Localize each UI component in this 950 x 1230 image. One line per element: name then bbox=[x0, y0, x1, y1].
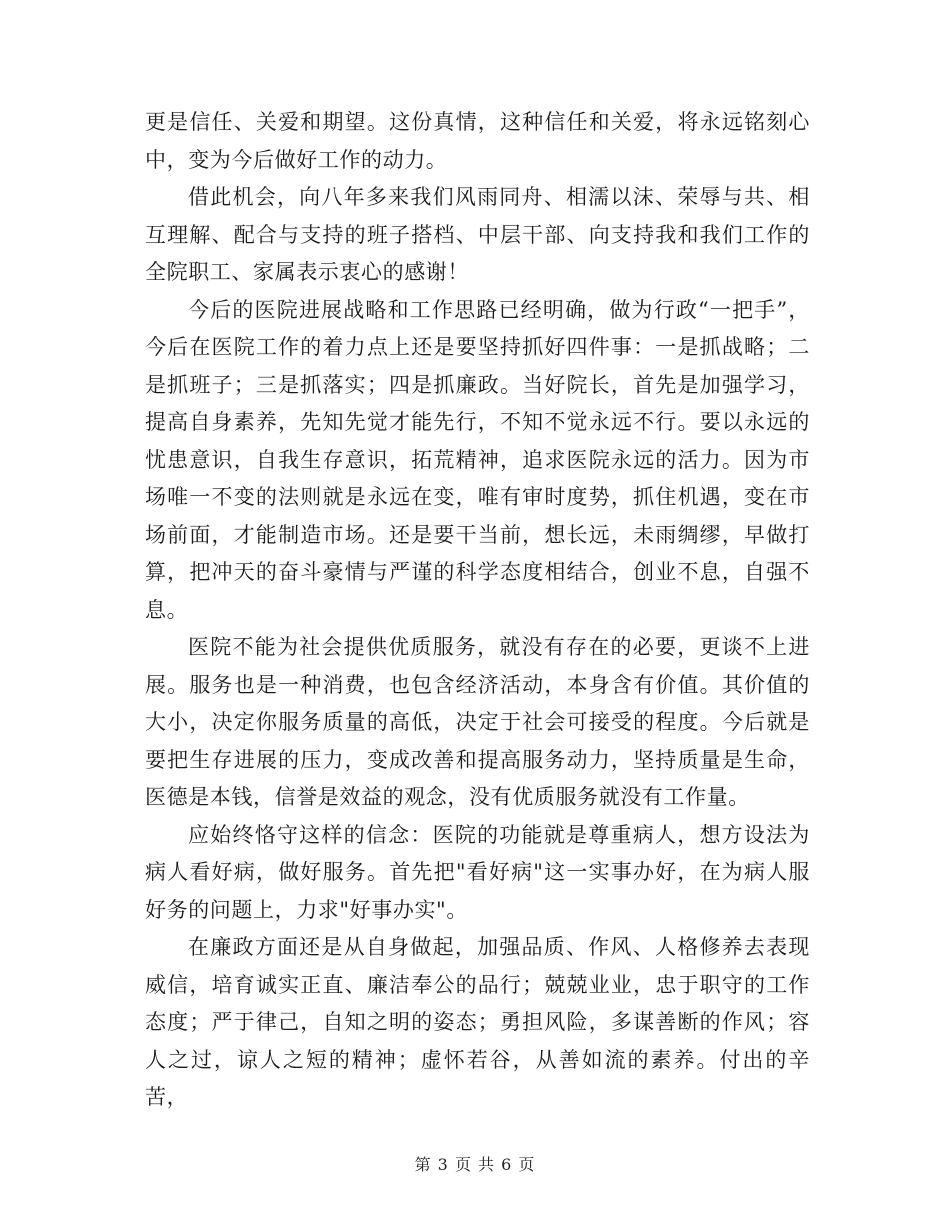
paragraph: 借此机会，向八年多来我们风雨同舟、相濡以沫、荣辱与共、相互理解、配合与支持的班子搭档、中层干部、向支持我和我们工作的全院职工、家属表示衷心的感谢！ bbox=[145, 185, 810, 284]
document-body bbox=[145, 104, 810, 1117]
paragraph: 应始终恪守这样的信念：医院的功能就是尊重病人，想方设法为病人看好病，做好服务。首先把"看好病"这一实事办好，在为病人服好务的问题上，力求"好事办实"。 bbox=[145, 822, 810, 922]
paragraph: 在廉政方面还是从自身做起，加强品质、作风、人格修养去表现威信，培育诚实正直、廉洁奉公的品行；兢兢业业，忠于职守的工作态度；严于律己，自知之明的姿态；勇担风险，多谋善断的作风；容人之过，谅人之短的精神；虚怀若谷，从善如流的素养。付出的辛苦， bbox=[145, 935, 810, 1109]
page-number: 第 3 页 共 6 页 bbox=[414, 1155, 536, 1174]
paragraph: 更是信任、关爱和期望。这份真情，这种信任和关爱，将永远铭刻心中，变为今后做好工作的动力。 bbox=[145, 110, 810, 172]
paragraph: 今后的医院进展战略和工作思路已经明确，做为行政“一把手”，今后在医院工作的着力点上还是要坚持抓好四件事：一是抓战略；二是抓班子；三是抓落实；四是抓廉政。当好院长，首先是加强学习，提高自身素养，先知先觉才能先行，不知不觉永远不行。要以永远的忧患意识，自我生存意识，拓荒精神，追求医院永远的活力。因为市场唯一不变的法则就是永远在变，唯有审时度势，抓住机遇，变在市场前面，才能制造市场。还是要干当前，想长远，未雨绸缪，早做打算，把冲天的奋斗豪情与严谨的科学态度相结合，创业不息，自强不息。 bbox=[145, 297, 810, 622]
paragraph: 医院不能为社会提供优质服务，就没有存在的必要，更谈不上进展。服务也是一种消费，也包含经济活动，本身含有价值。其价值的大小，决定你服务质量的高低，决定于社会可接受的程度。今后就是要把生存进展的压力，变成改善和提高服务动力，坚持质量是生命，医德是本钱，信誉是效益的观念，没有优质服务就没有工作量。 bbox=[145, 635, 810, 809]
